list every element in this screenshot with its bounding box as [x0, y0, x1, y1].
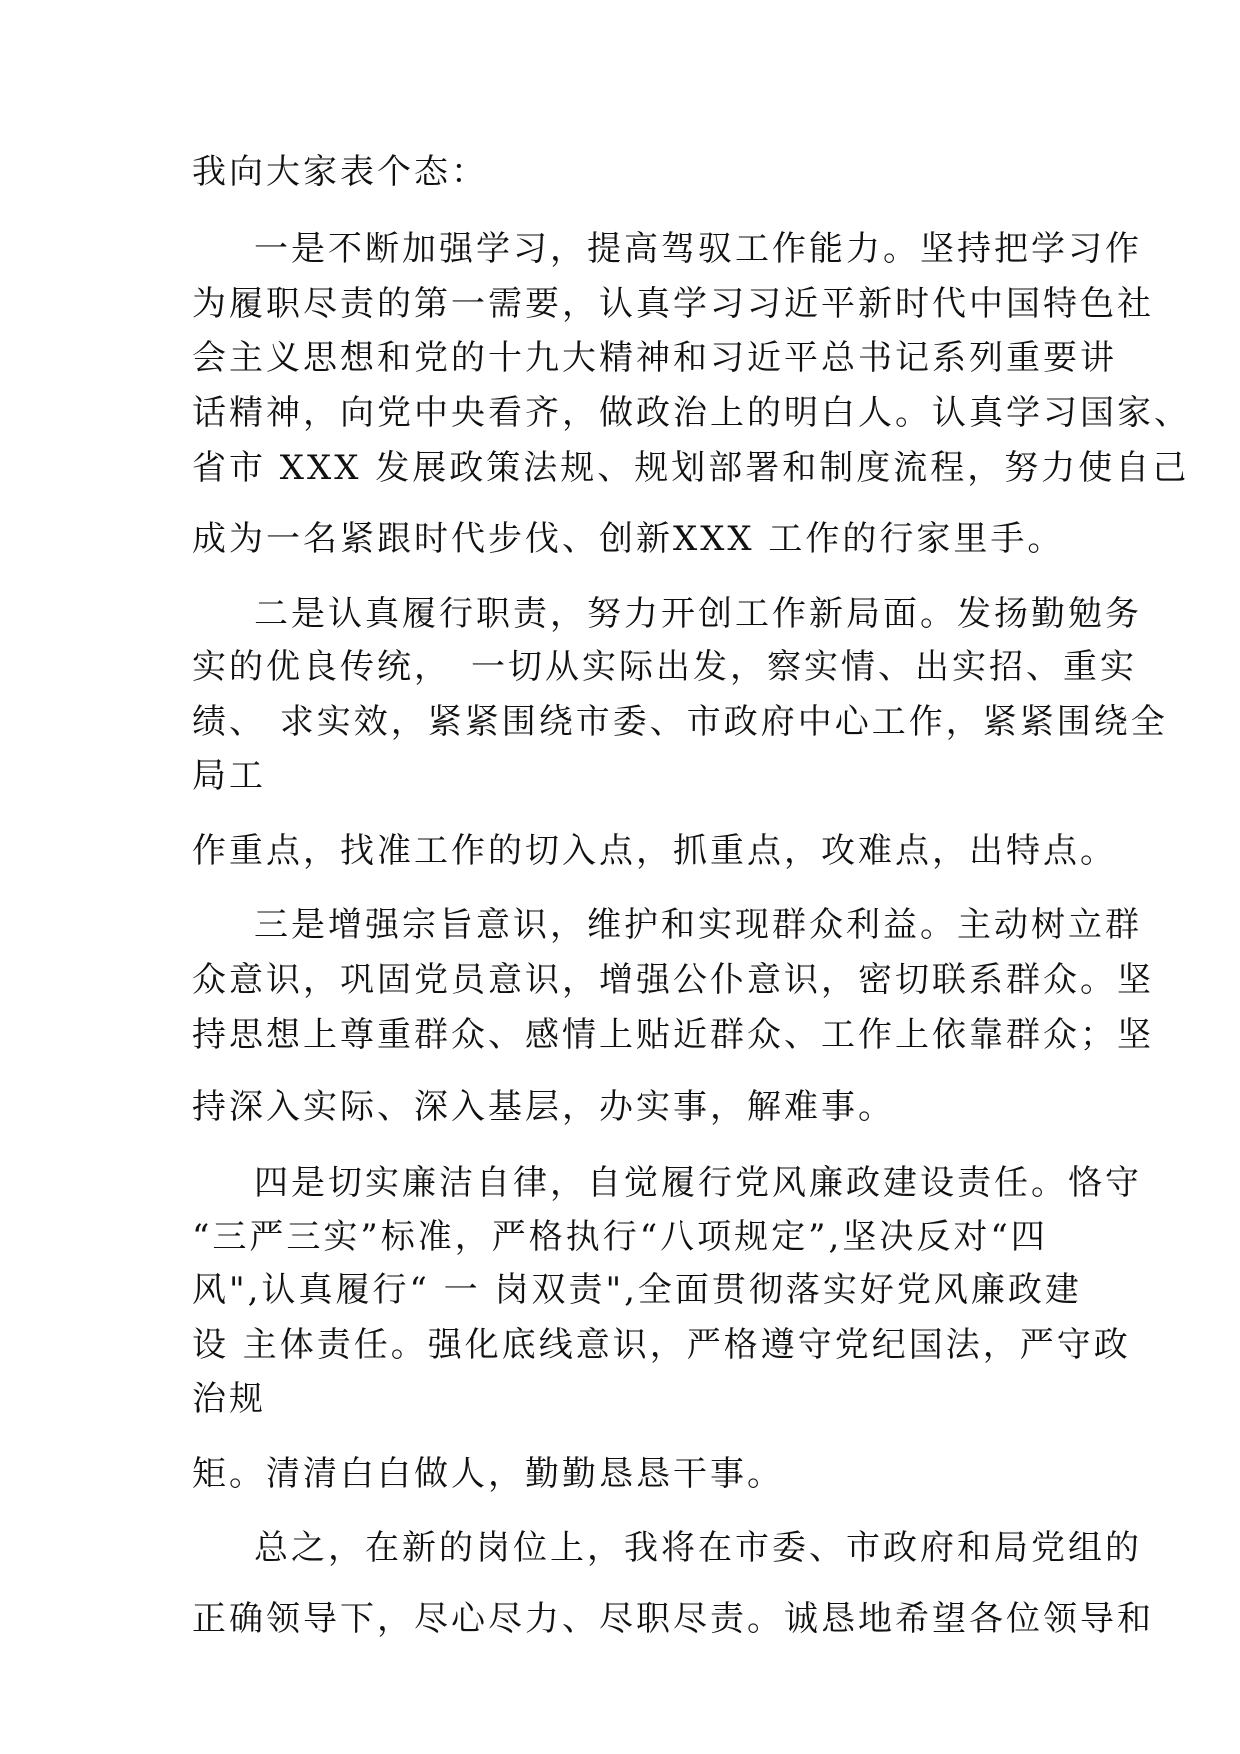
text-line: 治规 [192, 1379, 266, 1419]
text-line: 绩、 求实效，紧紧围绕市委、市政府中心工作，紧紧围绕全 [192, 702, 1168, 742]
text-line: 四是切实廉洁自律，自觉履行党风廉政建设责任。恪守 [254, 1163, 1142, 1203]
text-line: 省市 XXX 发展政策法规、规划部署和制度流程，努力使自己 [192, 448, 1190, 488]
text-line: 持思想上尊重群众、感情上贴近群众、工作上依靠群众；坚 [192, 1015, 1154, 1055]
text-line: 风",认真履行“ 一 岗双责",全面贯彻落实好党风廉政建 [192, 1270, 1082, 1310]
text-line: 众意识，巩固党员意识，增强公仆意识，密切联系群众。坚 [192, 960, 1154, 1000]
text-line: 我向大家表个态： [192, 152, 488, 192]
text-line: 二是认真履行职责，努力开创工作新局面。发扬勤勉务 [254, 594, 1142, 634]
text-line: “三严三实”标准，严格执行“八项规定”,坚决反对“四 [192, 1217, 1048, 1257]
text-line: 三是增强宗旨意识，维护和实现群众利益。主动树立群 [254, 905, 1142, 945]
text-line: 会主义思想和党的十九大精神和习近平总书记系列重要讲 [192, 338, 1117, 378]
text-line: 作重点，找准工作的切入点，抓重点，攻难点，出特点。 [192, 831, 1117, 871]
text-line: 矩。清清白白做人，勤勤恳恳干事。 [192, 1454, 784, 1494]
text-line: 话精神，向党中央看齐，做政治上的明白人。认真学习国家、 [192, 393, 1191, 433]
text-line: 局工 [192, 756, 266, 796]
text-line: 总之，在新的岗位上，我将在市委、市政府和局党组的 [254, 1528, 1142, 1568]
text-line: 成为一名紧跟时代步伐、创新XXX 工作的行家里手。 [192, 519, 1065, 559]
text-line: 一是不断加强学习，提高驾驭工作能力。坚持把学习作 [254, 229, 1142, 269]
text-line: 持深入实际、深入基层，办实事，解难事。 [192, 1087, 895, 1127]
text-line: 正确领导下，尽心尽力、尽职尽责。诚恳地希望各位领导和 [192, 1599, 1154, 1639]
text-line: 为履职尽责的第一需要，认真学习习近平新时代中国特色社 [192, 284, 1154, 324]
text-line: 实的优良传统， 一切从实际出发，察实情、出实招、重实 [192, 647, 1137, 687]
text-line: 设 主体责任。强化底线意识，严格遵守党纪国法，严守政 [192, 1325, 1131, 1365]
